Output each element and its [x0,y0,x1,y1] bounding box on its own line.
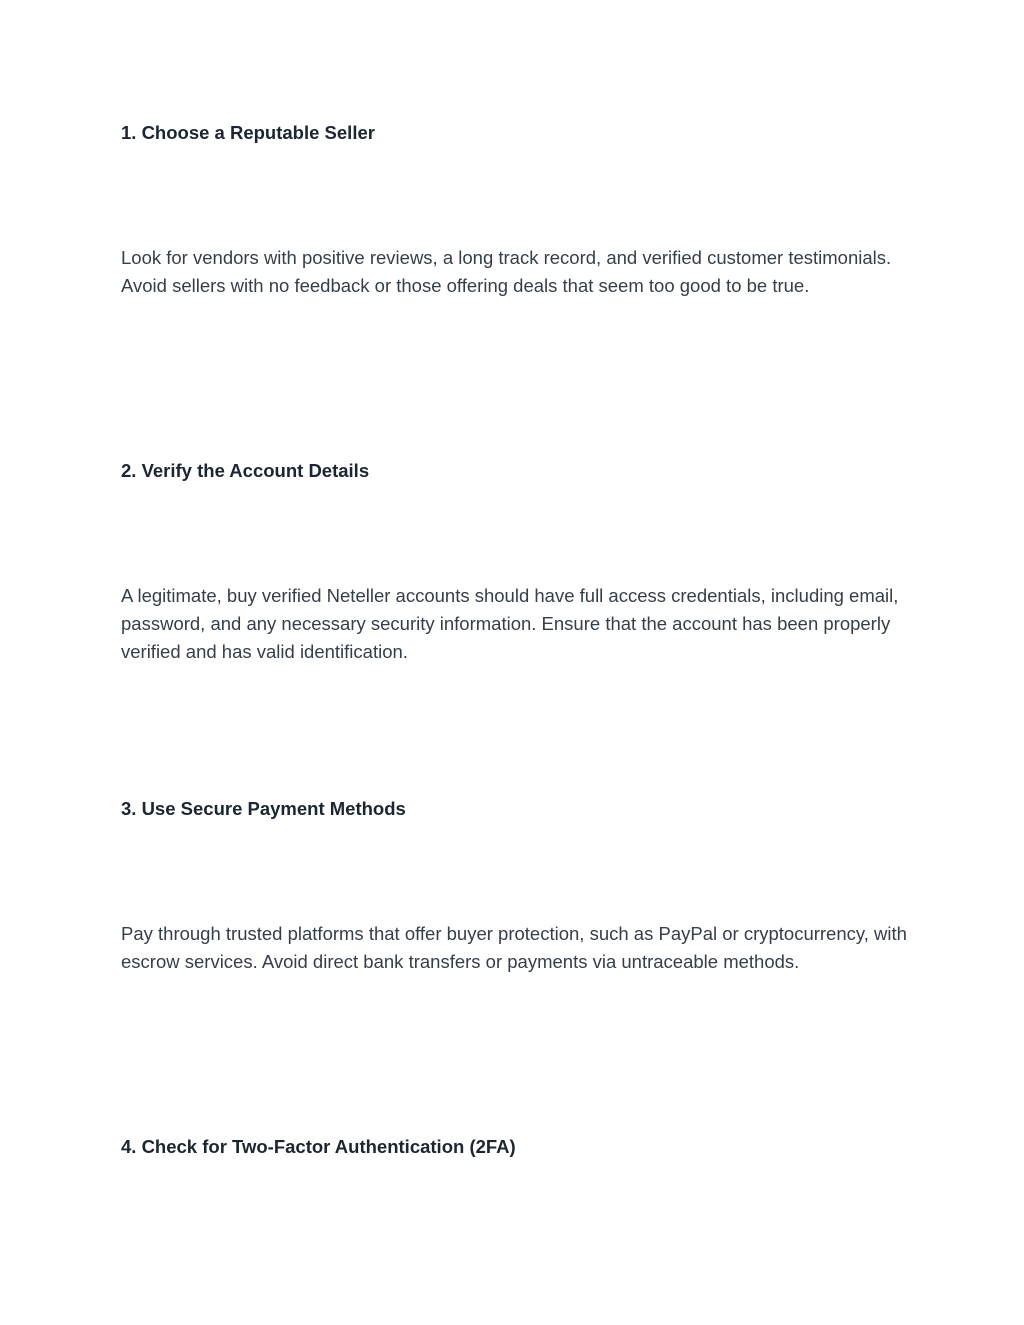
section-paragraph-secure-payment: Pay through trusted platforms that offer buyer protection, such as PayPal or cryptocurrency, with escrow services. Avoid direct bank transfers or payments via untraceable methods. [121,923,907,972]
section-heading-two-factor: 4. Check for Two-Factor Authentication (2FA) [121,1136,516,1157]
section-paragraph-verify-account: A legitimate, buy verified Neteller accounts should have full access credentials, including email, password, and any necessary security information. Ensure that the account has been properly verified and has valid identification. [121,585,899,662]
section-heading-choose-seller: 1. Choose a Reputable Seller [121,122,375,143]
section-paragraph-choose-seller: Look for vendors with positive reviews, a long track record, and verified customer testimonials. Avoid sellers with no feedback or those offering deals that seem too good to be true. [121,247,892,296]
section-heading-verify-account: 2. Verify the Account Details [121,460,370,481]
section-heading-secure-payment: 3. Use Secure Payment Methods [121,798,406,819]
